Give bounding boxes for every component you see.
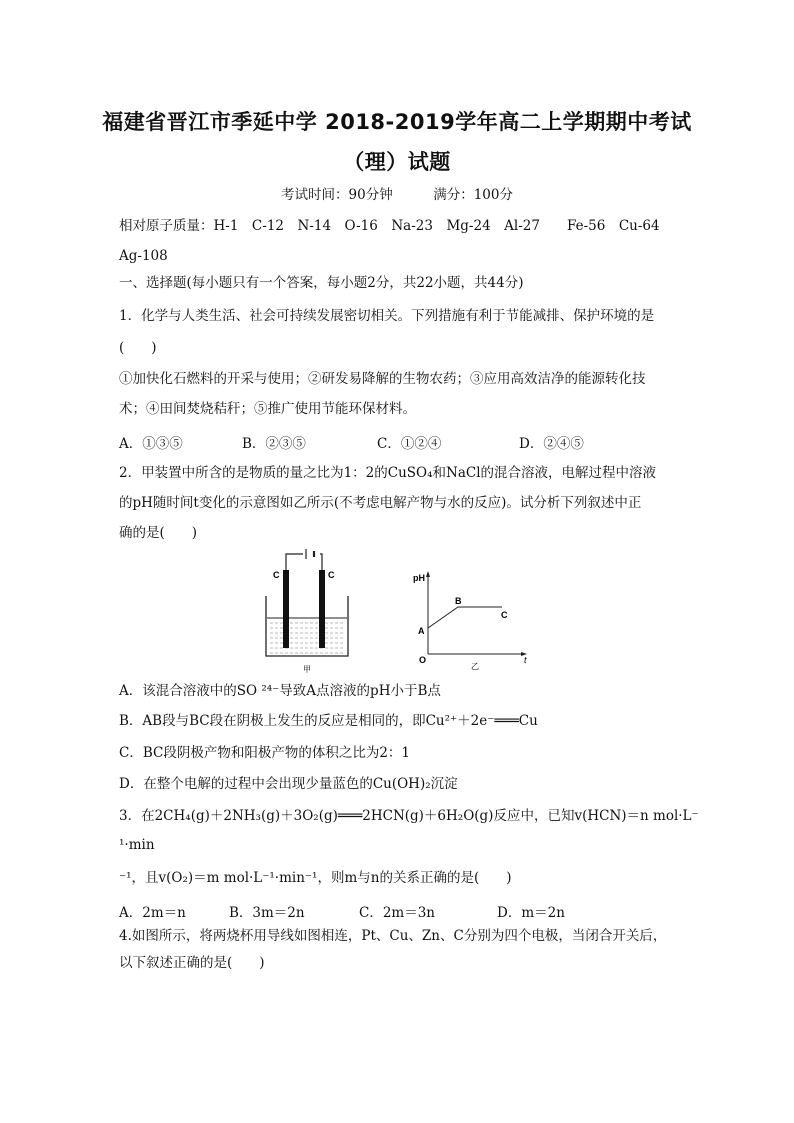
atomic-masses-line1: 相对原子质量：H-1 C-12 N-14 O-16 Na-23 Mg-24 Al-27 Fe-56 Cu-64 — [119, 218, 660, 234]
graph-origin-label: O — [419, 655, 427, 665]
exam-title-line1: 福建省晋江市季延中学 2018-2019学年高二上学期期中考试 — [102, 110, 692, 134]
q2-stem-line3: 确的是( ) — [119, 525, 198, 541]
graph-point-b: B — [455, 596, 462, 606]
right-electrode — [319, 570, 325, 648]
q2-option-a: A．该混合溶液中的SO ²⁴⁻导致A点溶液的pH小于B点 — [119, 683, 441, 699]
apparatus-label: 甲 — [303, 665, 311, 674]
q4-stem-line2: 以下叙述正确的是( ) — [119, 955, 265, 971]
q3-stem-line1: 3．在2CH₄(g)＋2NH₃(g)＋3O₂(g)═══2HCN(g)＋6H₂O(g)反应中，已知v(HCN)＝n mol·L⁻ — [119, 808, 699, 824]
right-electrode-label: C — [328, 570, 335, 580]
q3-option-c: C．2m＝3n — [359, 905, 436, 921]
q1-option-b: B．②③⑤ — [242, 436, 306, 452]
q1-option-a: A．①③⑤ — [119, 436, 183, 452]
q1-stem-line2: ( ) — [119, 340, 157, 356]
ph-time-graph — [413, 571, 527, 671]
q1-items-line1: ①加快化石燃料的开采与使用；②研发易降解的生物农药；③应用高效洁净的能源转化技 — [119, 371, 646, 387]
q1-stem-line1: 1．化学与人类生活、社会可持续发展密切相关。下列措施有利于节能减排、保护环境的是 — [119, 308, 655, 324]
graph-x-axis-label: t — [524, 655, 527, 665]
q2-figure — [262, 548, 542, 676]
beaker — [266, 570, 348, 674]
q2-option-b: B．AB段与BC段在阴极上发生的反应是相同的，即Cu²⁺＋2e⁻═══Cu — [119, 713, 538, 729]
q3-option-a: A．2m＝n — [119, 905, 186, 921]
left-electrode — [283, 570, 289, 648]
graph-point-c: C — [501, 610, 508, 620]
graph-label: 乙 — [471, 662, 479, 671]
q2-option-d: D．在整个电解的过程中会出现少量蓝色的Cu(OH)₂沉淀 — [119, 776, 458, 792]
q2-stem-line2: 的pH随时间t变化的示意图如乙所示(不考虑电解产物与水的反应)。试分析下列叙述中正 — [119, 495, 642, 511]
graph-y-axis-label: pH — [413, 573, 425, 583]
q2-stem-line1: 2．甲装置中所含的是物质的量之比为1：2的CuSO₄和NaCl的混合溶液，电解过程中溶液 — [119, 465, 657, 481]
q2-option-c: C．BC段阴极产物和阳极产物的体积之比为2：1 — [119, 745, 411, 761]
atomic-masses-line2: Ag-108 — [119, 248, 168, 264]
q4-stem-line1: 4.如图所示，将两烧杯用导线如图相连，Pt、Cu、Zn、C分别为四个电极，当闭合开关后， — [119, 928, 667, 944]
exam-title-line2: （理）试题 — [343, 150, 451, 174]
q1-option-c: C．①②④ — [377, 436, 442, 452]
graph-point-a: A — [418, 626, 425, 636]
q3-stem-line3: ⁻¹，且v(O₂)＝m mol·L⁻¹·min⁻¹，则m与n的关系正确的是( ) — [119, 870, 512, 886]
left-electrode-label: C — [273, 570, 280, 580]
q3-stem-line2: ¹·min — [119, 837, 155, 853]
battery-wire — [286, 549, 322, 570]
exam-info: 考试时间：90分钟 满分：100分 — [281, 187, 513, 203]
q1-items-line2: 术；④田间焚烧秸秆；⑤推广使用节能环保材料。 — [119, 401, 416, 417]
q3-option-d: D．m＝2n — [497, 905, 565, 921]
section-heading: 一、选择题(每小题只有一个答案，每小题2分，共22小题，共44分) — [119, 275, 524, 291]
q1-option-d: D．②④⑤ — [519, 436, 584, 452]
q3-option-b: B．3m＝2n — [229, 905, 305, 921]
